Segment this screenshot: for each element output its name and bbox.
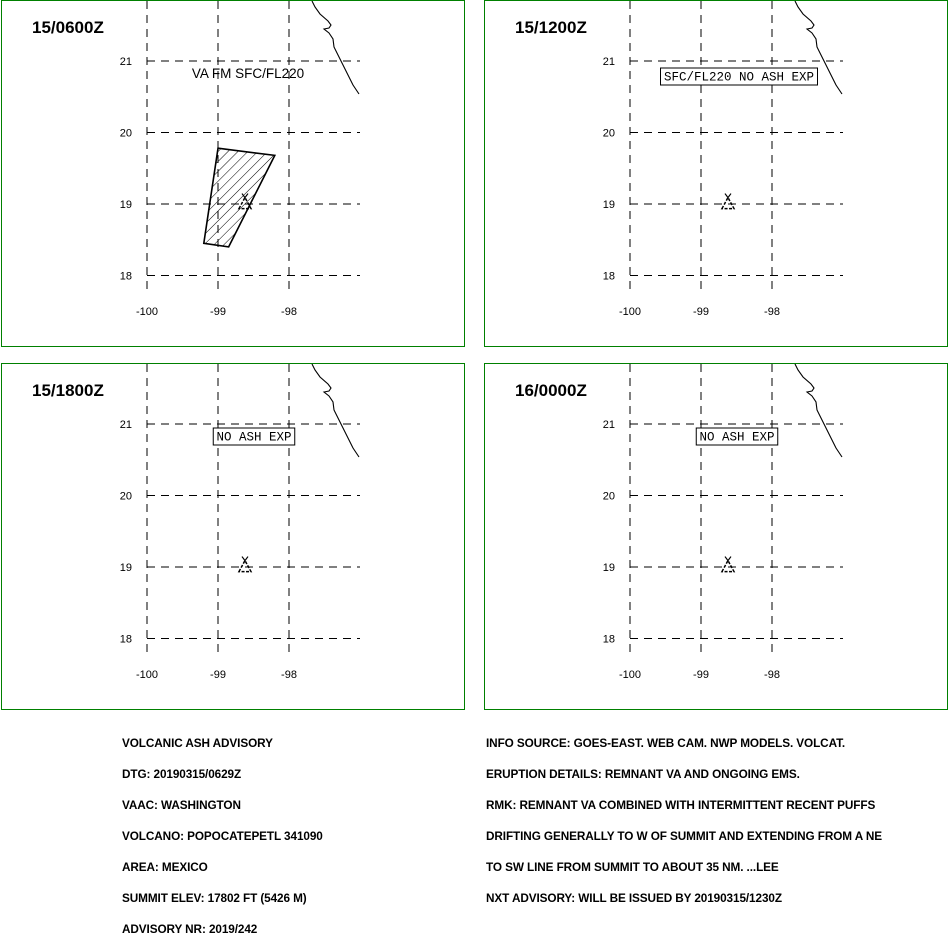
remark-line: TO SW LINE FROM SUMMIT TO ABOUT 35 NM. ...LEE xyxy=(486,860,779,875)
advisory-line: VAAC: WASHINGTON xyxy=(122,798,241,813)
lon-tick-label: -98 xyxy=(281,669,297,681)
lon-tick-label: -99 xyxy=(210,669,226,681)
lat-tick-label: 20 xyxy=(119,127,132,140)
ash-cloud-area xyxy=(204,148,275,247)
forecast-panel-0000 xyxy=(484,363,948,710)
volcano-icon xyxy=(722,194,734,209)
volcano-icon xyxy=(722,557,734,572)
advisory-remarks-text xyxy=(486,717,882,914)
lat-tick-label: 19 xyxy=(602,562,615,574)
lat-tick-label: 18 xyxy=(119,633,132,646)
map-1200 xyxy=(485,1,947,346)
map-0600 xyxy=(2,1,464,346)
lon-tick-label: -98 xyxy=(764,669,780,681)
lon-tick-label: -98 xyxy=(764,306,780,318)
lat-tick-label: 19 xyxy=(119,562,132,574)
lat-tick-label: 21 xyxy=(119,419,132,431)
ash-label-text: VA FM SFC/FL220 xyxy=(191,66,305,81)
lat-tick-label: 21 xyxy=(119,56,132,68)
remark-line: NXT ADVISORY: WILL BE ISSUED BY 20190315/1230Z xyxy=(486,891,782,906)
lon-tick-label: -100 xyxy=(135,669,159,681)
lon-tick-label: -100 xyxy=(135,306,159,318)
coastline xyxy=(312,1,359,94)
ash-label-text: SFC/FL220 NO ASH EXP xyxy=(663,70,815,85)
lon-tick-label: -100 xyxy=(618,669,642,681)
ash-label-text: NO ASH EXP xyxy=(699,430,775,445)
coastline xyxy=(312,364,359,457)
advisory-line: ADVISORY NR: 2019/242 xyxy=(122,922,258,937)
panel-time-1200: 15/1200Z xyxy=(515,18,587,37)
remark-line: DRIFTING GENERALLY TO W OF SUMMIT AND EXTENDING FROM A NE xyxy=(486,829,883,844)
remark-line: INFO SOURCE: GOES-EAST. WEB CAM. NWP MODELS. VOLCAT. xyxy=(486,735,846,750)
forecast-panel-1800 xyxy=(1,363,465,710)
map-0000 xyxy=(485,364,947,709)
forecast-panel-1200 xyxy=(484,0,948,347)
panel-time-0000: 16/0000Z xyxy=(515,381,587,400)
ash-label-text: NO ASH EXP xyxy=(216,430,292,445)
lon-tick-label: -100 xyxy=(618,306,642,318)
advisory-line: VOLCANO: POPOCATEPETL 341090 xyxy=(122,829,323,844)
lon-tick-label: -99 xyxy=(210,306,226,318)
advisory-header-text xyxy=(122,717,323,945)
coastline xyxy=(795,364,842,457)
panel-time-0600: 15/0600Z xyxy=(32,18,104,37)
lon-tick-label: -99 xyxy=(693,669,709,681)
remark-line: ERUPTION DETAILS: REMNANT VA AND ONGOING EMS. xyxy=(486,766,800,781)
advisory-line: DTG: 20190315/0629Z xyxy=(122,766,242,781)
forecast-panel-0600 xyxy=(1,0,465,347)
lat-tick-label: 18 xyxy=(602,270,615,283)
volcano-icon xyxy=(239,557,251,572)
lon-tick-label: -98 xyxy=(281,306,297,318)
advisory-line: AREA: MEXICO xyxy=(122,860,208,875)
advisory-line: SUMMIT ELEV: 17802 FT (5426 M) xyxy=(122,891,307,906)
lat-tick-label: 20 xyxy=(119,490,132,503)
lat-tick-label: 18 xyxy=(119,270,132,283)
lat-tick-label: 20 xyxy=(602,490,615,503)
lat-tick-label: 21 xyxy=(602,419,615,431)
lat-tick-label: 20 xyxy=(602,127,615,140)
panel-time-1800: 15/1800Z xyxy=(32,381,104,400)
lat-tick-label: 18 xyxy=(602,633,615,646)
advisory-line: VOLCANIC ASH ADVISORY xyxy=(122,735,273,750)
remark-line: RMK: REMNANT VA COMBINED WITH INTERMITTENT RECENT PUFFS xyxy=(486,798,876,813)
lat-tick-label: 21 xyxy=(602,56,615,68)
lon-tick-label: -99 xyxy=(693,306,709,318)
lat-tick-label: 19 xyxy=(119,199,132,211)
map-1800 xyxy=(2,364,464,709)
lat-tick-label: 19 xyxy=(602,199,615,211)
